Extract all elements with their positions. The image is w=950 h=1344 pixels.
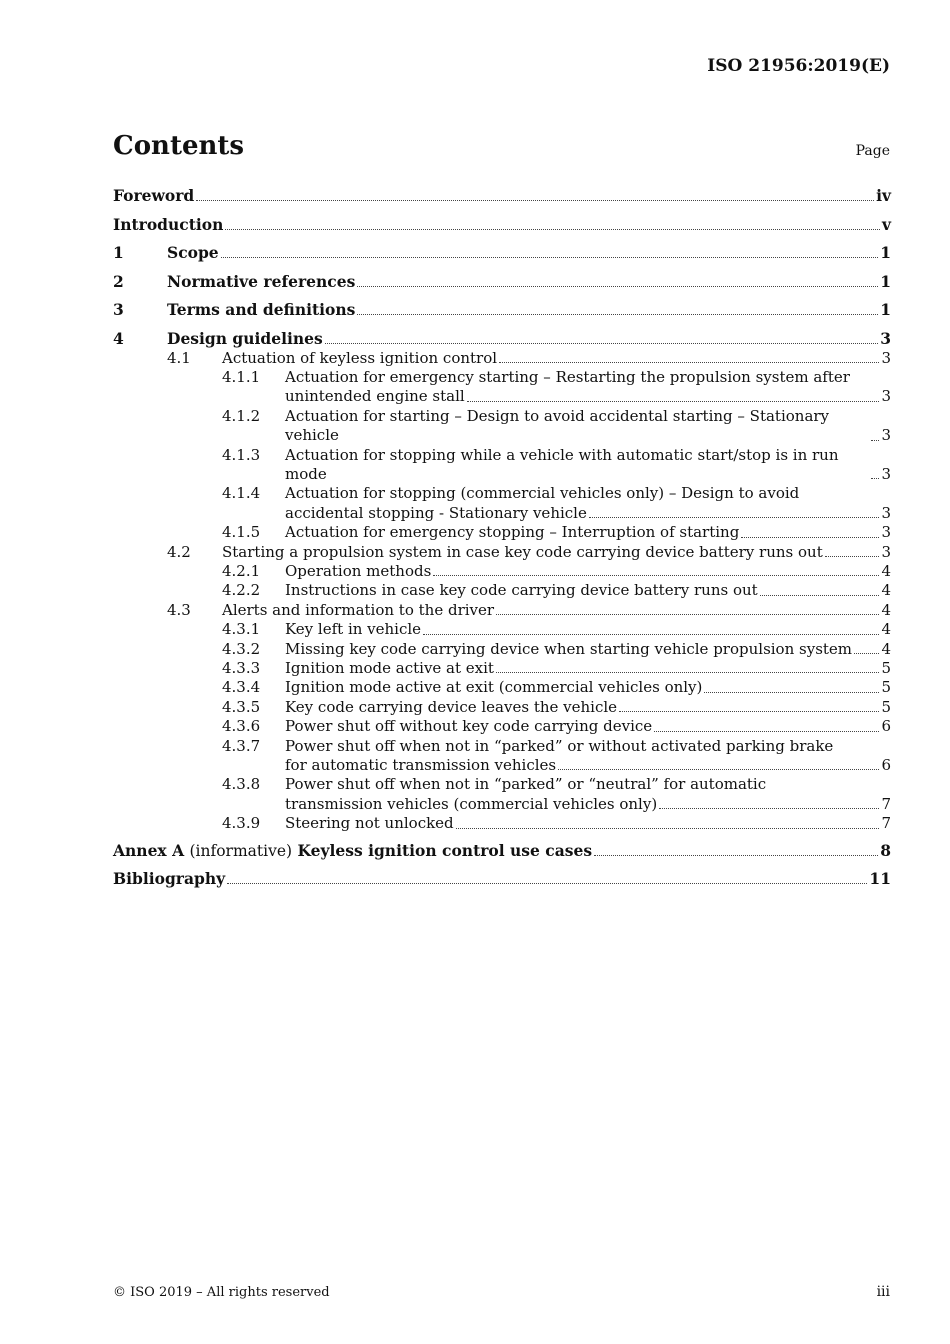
toc-section-number: 4.1 xyxy=(167,348,191,367)
dot-leader xyxy=(225,229,880,230)
toc-page-number: 11 xyxy=(869,869,891,889)
toc-entry-title: Power shut off without key code carrying device xyxy=(285,717,653,736)
toc-page-number: 6 xyxy=(881,756,891,775)
page-title: Contents xyxy=(113,131,245,161)
toc-entry-4-3-5[interactable] xyxy=(113,698,891,717)
dot-leader xyxy=(496,672,879,673)
dot-leader xyxy=(871,478,879,479)
toc-section-number: 4.3.1 xyxy=(222,620,261,639)
dot-leader xyxy=(825,556,880,557)
toc-entry-4-1-1[interactable] xyxy=(113,368,891,407)
toc-section-number: 4.3.4 xyxy=(222,678,261,697)
dot-leader xyxy=(196,200,874,201)
toc-page-number: 7 xyxy=(881,794,891,813)
toc-entry-title: Introduction xyxy=(113,214,224,234)
toc-entry-4-1-3[interactable] xyxy=(113,446,891,485)
toc-entry-title: Steering not unlocked xyxy=(285,814,454,833)
toc-page-number: v xyxy=(881,214,891,234)
toc-entry-annex-a[interactable] xyxy=(113,841,891,861)
dot-leader xyxy=(456,828,880,829)
toc-entry-4-3[interactable] xyxy=(113,601,891,620)
toc-page-number: 4 xyxy=(881,600,891,619)
toc-entry-title-line1: Power shut off when not in “parked” or without activated parking brake xyxy=(285,736,834,755)
copyright-notice: © ISO 2019 – All rights reserved xyxy=(113,1285,330,1300)
toc-page-number: 3 xyxy=(881,464,891,483)
toc-page-number: 1 xyxy=(880,243,891,262)
dot-leader xyxy=(741,537,879,538)
toc-page-number: 3 xyxy=(880,328,891,348)
toc-page-number: 3 xyxy=(881,426,891,445)
dot-leader xyxy=(594,855,878,856)
toc-entry-title: Bibliography xyxy=(113,869,226,889)
document-code: ISO 21956:2019(E) xyxy=(707,56,890,76)
toc-page-number: 3 xyxy=(881,387,891,406)
toc-entry-title: Ignition mode active at exit (commercial vehicles only) xyxy=(285,678,703,697)
toc-section-number: 4.3.3 xyxy=(222,659,261,677)
toc-entry-4-3-4[interactable] xyxy=(113,678,891,697)
toc-entry-bibliography[interactable] xyxy=(113,869,891,889)
toc-section-number: 3 xyxy=(113,300,124,319)
dot-leader xyxy=(221,257,879,258)
toc-section-number: 4.3.2 xyxy=(222,639,261,658)
dot-leader xyxy=(227,883,867,884)
toc-entry-4-3-7[interactable] xyxy=(113,737,891,776)
toc-entry-4-2-2[interactable] xyxy=(113,581,891,600)
toc-section-number: 4.3 xyxy=(167,600,191,619)
toc-entry-title: Operation methods xyxy=(285,561,432,580)
dot-leader xyxy=(467,401,880,402)
toc-entry-title: Foreword xyxy=(113,186,195,205)
dot-leader xyxy=(357,286,878,287)
toc-entry-scope[interactable] xyxy=(113,243,891,263)
toc-page-number: 5 xyxy=(881,678,891,697)
toc-section-number: 4.3.6 xyxy=(222,717,261,736)
dot-leader xyxy=(619,711,879,712)
toc-entry-title: Actuation for starting – Design to avoid accidental starting – Stationary vehicle xyxy=(285,406,830,445)
toc-page-number: 3 xyxy=(881,523,891,542)
toc-entry-4-3-8[interactable] xyxy=(113,775,891,814)
toc-entry-title: Actuation for stopping while a vehicle with automatic start/stop is in run mode xyxy=(285,445,839,483)
toc-entry-title: Normative references xyxy=(167,271,356,291)
toc-page-number: 5 xyxy=(881,697,891,716)
toc-entry-4-3-3[interactable] xyxy=(113,659,891,678)
toc-entry-title: Key left in vehicle xyxy=(285,620,422,639)
toc-page-number: 1 xyxy=(880,271,891,291)
toc-page-number: iv xyxy=(876,186,891,205)
dot-leader xyxy=(325,343,878,344)
toc-entry-title: Missing key code carrying device when starting vehicle propulsion system xyxy=(285,639,853,658)
annex-label: Annex A xyxy=(113,840,185,860)
toc-entry-foreword[interactable] xyxy=(113,186,891,206)
toc-entry-title: Alerts and information to the driver xyxy=(222,600,495,619)
toc-section-number: 2 xyxy=(113,271,124,291)
dot-leader xyxy=(423,634,879,635)
toc-entry-4-1-4[interactable] xyxy=(113,484,891,523)
toc-entry-4-1[interactable] xyxy=(113,349,891,368)
toc-section-number: 4.2 xyxy=(167,542,191,561)
dot-leader xyxy=(433,575,879,576)
dot-leader xyxy=(589,517,880,518)
toc-section-number: 4.1.5 xyxy=(222,523,261,542)
toc-entry-title: Actuation of keyless ignition control xyxy=(222,348,498,367)
dot-leader xyxy=(499,362,879,363)
toc-entry-title-line1: Actuation for stopping (commercial vehicles only) – Design to avoid xyxy=(285,484,800,503)
toc-entry-4-2-1[interactable] xyxy=(113,562,891,581)
toc-entry-title: Scope xyxy=(167,243,219,262)
dot-leader xyxy=(654,731,879,732)
toc-entry-title: Starting a propulsion system in case key code carrying device battery runs out xyxy=(222,542,823,561)
toc-entry-title-line2: unintended engine stall xyxy=(285,387,465,406)
toc-entry-4-3-1[interactable] xyxy=(113,620,891,639)
toc-entry-title-line1: Power shut off when not in “parked” or “neutral” for automatic xyxy=(285,775,767,794)
toc-page-number: 4 xyxy=(881,639,891,658)
toc-entry-title: Design guidelines xyxy=(167,328,323,348)
toc-page-number: 1 xyxy=(880,300,891,319)
toc-entry-4-3-6[interactable] xyxy=(113,717,891,736)
dot-leader xyxy=(357,314,878,315)
toc-page-number: 3 xyxy=(881,503,891,522)
dot-leader xyxy=(659,808,879,809)
toc-entry-title: Terms and definitions xyxy=(167,300,356,319)
toc-entry-4-3-2[interactable] xyxy=(113,640,891,659)
toc-entry-title: Key code carrying device leaves the vehicle xyxy=(285,697,618,716)
dot-leader xyxy=(854,653,879,654)
toc-entry-normative-references[interactable] xyxy=(113,272,891,292)
table-of-contents xyxy=(113,186,891,898)
toc-page-number: 3 xyxy=(881,542,891,561)
toc-entry-introduction[interactable] xyxy=(113,215,891,235)
toc-page-number: 8 xyxy=(880,840,891,860)
toc-page-number: 5 xyxy=(881,659,891,677)
toc-section-number: 4.2.2 xyxy=(222,581,261,600)
toc-entry-design-guidelines[interactable] xyxy=(113,329,891,349)
toc-page-number: 4 xyxy=(881,620,891,639)
toc-entry-4-2[interactable] xyxy=(113,543,891,562)
toc-section-number: 4.3.5 xyxy=(222,697,261,716)
toc-page-number: 4 xyxy=(881,561,891,580)
dot-leader xyxy=(760,595,880,596)
toc-entry-title: Ignition mode active at exit xyxy=(285,659,494,677)
toc-section-number: 4.1.2 xyxy=(222,406,261,425)
toc-entry-terms-and-definitions[interactable] xyxy=(113,300,891,320)
toc-page-number: 6 xyxy=(881,717,891,736)
toc-entry-title-line1: Actuation for emergency starting – Restarting the propulsion system after xyxy=(285,367,850,386)
toc-section-number: 4.1.3 xyxy=(222,445,261,464)
toc-section-number: 4.3.8 xyxy=(222,775,261,794)
toc-entry-4-1-5[interactable] xyxy=(113,523,891,542)
toc-entry-title: Actuation for emergency stopping – Interruption of starting xyxy=(285,523,740,542)
toc-section-number: 1 xyxy=(113,243,124,262)
toc-page-number: 7 xyxy=(881,814,891,833)
toc-entry-title xyxy=(113,841,592,861)
toc-section-number: 4.1.1 xyxy=(222,367,261,386)
toc-section-number: 4.1.4 xyxy=(222,484,261,503)
toc-section-number: 4.3.7 xyxy=(222,736,261,755)
page-column-label: Page xyxy=(855,143,890,159)
toc-entry-4-1-2[interactable] xyxy=(113,407,891,446)
toc-entry-4-3-9[interactable] xyxy=(113,814,891,833)
toc-entry-title-line2: transmission vehicles (commercial vehicles only) xyxy=(285,794,658,813)
annex-qualifier: (informative) xyxy=(189,841,293,860)
toc-entry-title-line2: for automatic transmission vehicles xyxy=(285,756,557,775)
toc-section-number: 4 xyxy=(113,328,124,348)
dot-leader xyxy=(871,440,879,441)
toc-entry-title: Instructions in case key code carrying device battery runs out xyxy=(285,581,758,600)
dot-leader xyxy=(704,692,879,693)
toc-entry-title-line2: accidental stopping - Stationary vehicle xyxy=(285,503,587,522)
footer-page-number: iii xyxy=(876,1284,890,1300)
toc-page-number: 3 xyxy=(881,348,891,367)
dot-leader xyxy=(558,769,879,770)
dot-leader xyxy=(496,614,879,615)
toc-section-number: 4.3.9 xyxy=(222,814,261,833)
annex-title: Keyless ignition control use cases xyxy=(297,840,593,860)
toc-page-number: 4 xyxy=(881,581,891,600)
toc-section-number: 4.2.1 xyxy=(222,561,261,580)
